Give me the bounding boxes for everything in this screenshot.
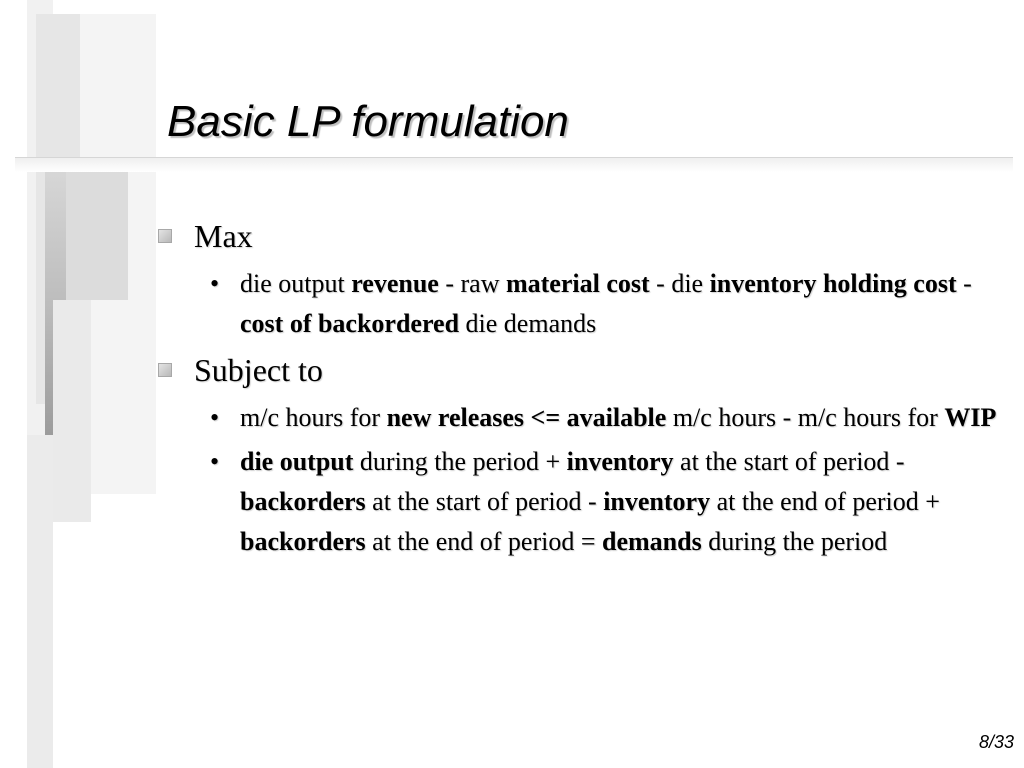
square-bullet-icon <box>158 363 172 377</box>
decor-block-mid <box>66 172 128 300</box>
square-bullet-icon <box>158 229 172 243</box>
decor-column-bottom <box>27 435 53 768</box>
dot-bullet-icon: • <box>210 403 220 432</box>
bullet-max <box>158 214 1008 258</box>
sub-bullet <box>210 264 1008 344</box>
dot-bullet-icon: • <box>210 269 220 298</box>
sub-bullet-text: die output during the period + inventory at the start of period - backorders at the start of period - inventory at the end of period + backorders at the end of period = demands during the period <box>240 447 940 556</box>
title-shadow-band <box>15 158 1013 172</box>
decor-column-lower <box>53 300 91 522</box>
slide-body <box>158 214 1008 566</box>
bullet-label: Subject to <box>194 352 323 388</box>
sub-bullet <box>210 442 1008 562</box>
sub-bullet-text: m/c hours for new releases <= available m/c hours - m/c hours for WIP <box>240 403 997 432</box>
slide-title: Basic LP formulation <box>167 97 569 146</box>
bullet-subject-to <box>158 348 1008 392</box>
bullet-label: Max <box>194 218 253 254</box>
sub-bullet <box>210 398 1008 438</box>
page-number: 8/33 <box>978 732 1014 752</box>
dot-bullet-icon: • <box>210 447 220 476</box>
sub-bullet-text: die output revenue - raw material cost - die inventory holding cost - cost of backordered die demands <box>240 269 972 338</box>
